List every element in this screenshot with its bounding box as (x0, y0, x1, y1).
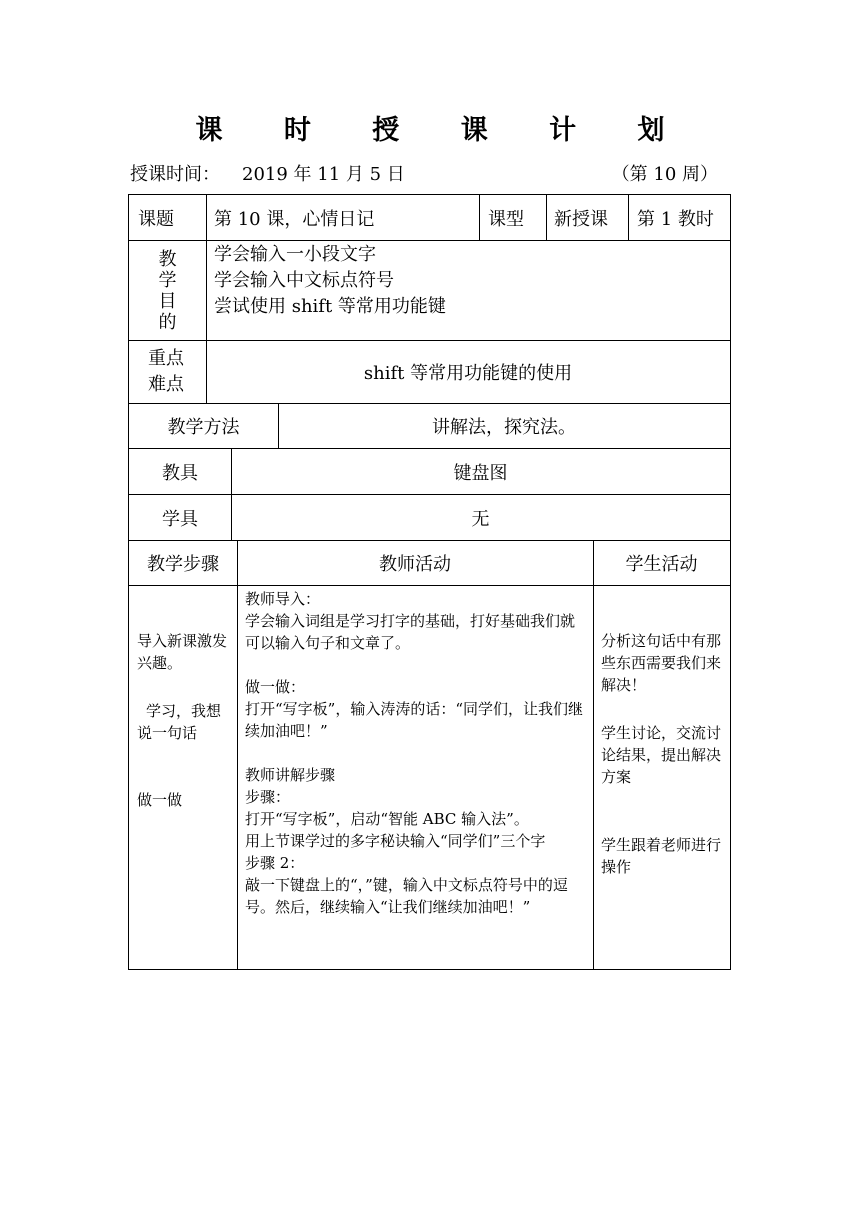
teacher-line: 打开“写字板”，启动“智能 ABC 输入法”。 (245, 810, 529, 828)
objectives-list (206, 241, 730, 340)
teacher-line: 打开“写字板”，输入涛涛的话：“同学们，让我们继续加油吧！” (245, 700, 584, 740)
tools-label: 教具 (162, 462, 198, 484)
student-line: 学生讨论，交流讨论结果，提出解决方案 (601, 724, 722, 786)
key-points-label-line: 重点 (148, 348, 184, 369)
student-line: 分析这句话中有那些东西需要我们来解决！ (601, 632, 722, 694)
method-row (128, 403, 731, 449)
objective-item: 尝试使用 shift 等常用功能键 (214, 296, 446, 317)
tools-row (128, 448, 731, 495)
key-points-label (129, 341, 206, 403)
objective-item: 学会输入中文标点符号 (214, 270, 394, 291)
teacher-line (245, 742, 585, 764)
teacher-line: 教师导入： (245, 590, 321, 608)
step-intro: 导入新课激发兴趣。 (137, 632, 228, 672)
topic-label: 课题 (138, 208, 174, 230)
type-label: 课型 (488, 208, 524, 230)
date-label: 授课时间： (130, 164, 220, 185)
key-points-label-line: 难点 (148, 374, 184, 395)
week-label: （第 10 周） (611, 164, 718, 185)
student-tools-row (128, 494, 731, 541)
topic-row (128, 194, 731, 241)
steps-header-col3: 学生活动 (625, 554, 698, 575)
key-points-row (128, 340, 731, 404)
teacher-line: 步骤 2： (245, 854, 305, 872)
teacher-line: 步骤： (245, 788, 291, 806)
objectives-label-char: 学 (158, 269, 177, 291)
teacher-line: 教师讲解步骤 (245, 766, 336, 784)
student-tools-label: 学具 (162, 508, 198, 530)
steps-header-col1: 教学步骤 (147, 554, 219, 575)
teacher-line (245, 654, 585, 676)
type-value: 新授课 (554, 208, 608, 230)
steps-header-col2: 教师活动 (379, 554, 451, 575)
student-activity (593, 586, 730, 969)
objectives-label-char: 目 (158, 290, 177, 312)
tools-value: 键盘图 (453, 462, 508, 484)
date-value: 2019 年 11 月 5 日 (242, 164, 405, 185)
teacher-line: 学会输入词组是学习打字的基础，打好基础我们就可以输入句子和文章了。 (245, 612, 576, 652)
date-line (130, 160, 405, 186)
steps-col1 (129, 586, 237, 969)
key-points-value: shift 等常用功能键的使用 (363, 363, 573, 384)
teacher-line: 用上节课学过的多字秘诀输入“同学们”三个字 (245, 832, 546, 850)
method-value: 讲解法，探究法。 (432, 417, 576, 438)
step-practice: 学习，我想说一句话 (137, 702, 222, 742)
topic-value: 第 10 课，心情日记 (214, 208, 375, 230)
step-do: 做一做 (137, 791, 183, 809)
teacher-line: 做一做： (245, 678, 306, 696)
teacher-activity (237, 586, 593, 969)
steps-header-row (128, 540, 731, 586)
method-label: 教学方法 (167, 417, 240, 438)
steps-content-row (128, 585, 731, 970)
student-tools-value: 无 (471, 508, 490, 530)
objective-item: 学会输入一小段文字 (214, 244, 376, 265)
objectives-row (128, 240, 731, 341)
objectives-label-char: 的 (158, 311, 177, 333)
page-title: 课 时 授 课 计 划 (195, 115, 691, 146)
teacher-line: 敲一下键盘上的“，”键，输入中文标点符号中的逗号。然后，继续输入“让我们继续加油吧！” (245, 876, 568, 916)
student-line: 学生跟着老师进行操作 (601, 836, 722, 876)
objectives-label-char: 教 (158, 248, 177, 270)
period-value: 第 1 教时 (637, 208, 714, 230)
objectives-label (129, 241, 206, 340)
